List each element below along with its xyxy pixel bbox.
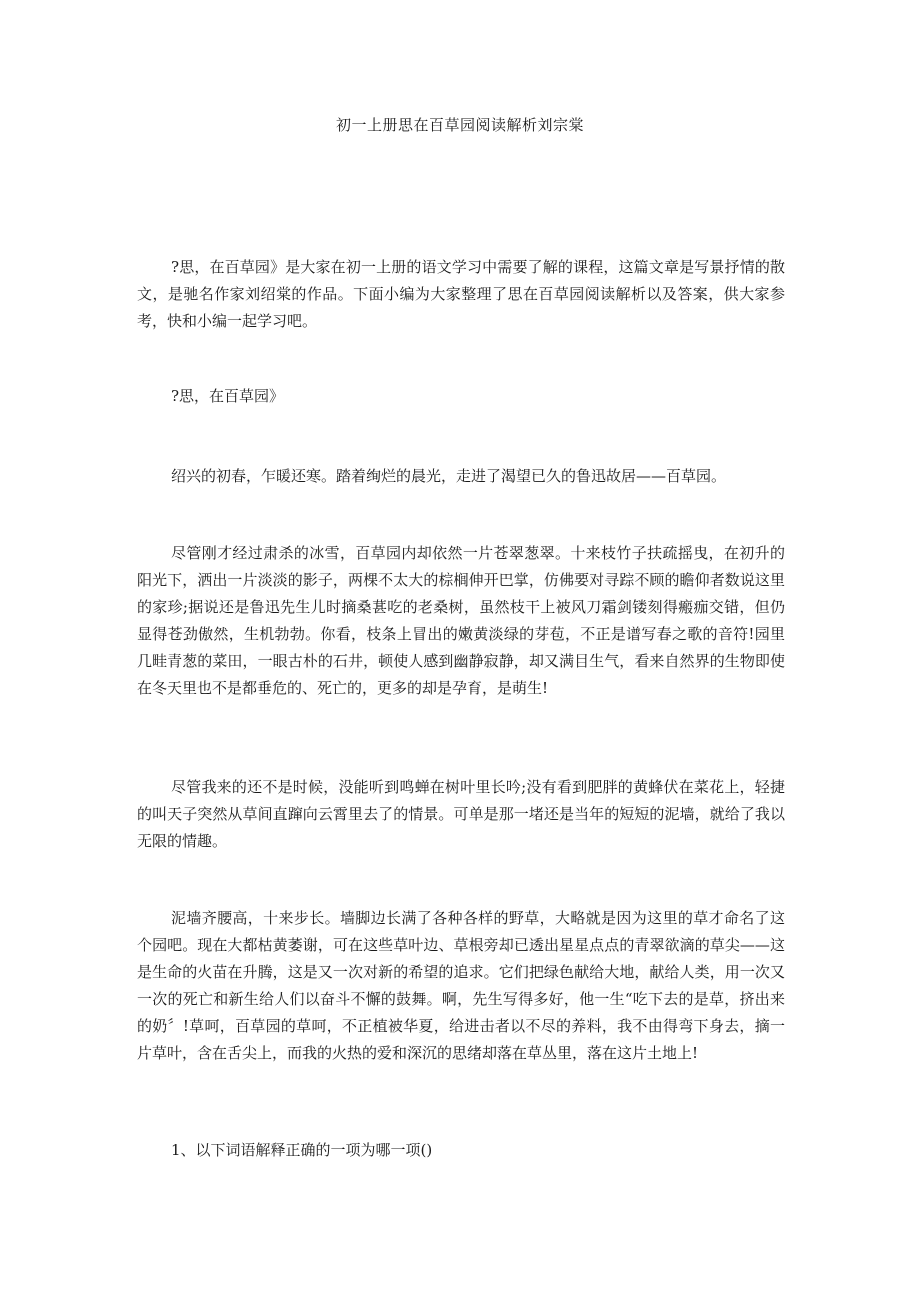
paragraph-garden-description: 尽管刚才经过肃杀的冰雪，百草园内却依然一片苍翠葱翠。十来枝竹子扶疏摇曳，在初升的阳光下，洒出一片淡淡的影子，两棵不太大的棕榈伸开巴掌，仿佛要对寻踪不顾的瞻仰者数说这里的家珍;据说还是鲁迅先生儿时摘桑葚吃的老桑树，虽然枝干上被风刀霜剑镂刻得瘢痂交错，但仍显得苍劲傲然，生机勃勃。你看，枝条上冒出的嫩黄淡绿的芽苞，不正是谱写春之歌的音符!园里几畦青葱的菜田，一眼古朴的石井，顿使人感到幽静寂静，却又满目生气，看来自然界的生物即使在冬天里也不是都垂危的、死亡的，更多的却是孕育，是萌生! — [137, 544, 785, 697]
paragraph-intro: ?思，在百草园》是大家在初一上册的语文学习中需要了解的课程，这篇文章是写景抒情的散文，是驰名作家刘绍棠的作品。下面小编为大家整理了思在百草园阅读解析以及答案，供大家参考，快和小编一起学习吧。 — [137, 258, 785, 330]
paragraph-mud-wall-intro: 尽管我来的还不是时候，没能听到鸣蝉在树叶里长吟;没有看到肥胖的黄蜂伏在菜花上，轻捷的叫天子突然从草间直蹿向云霄里去了的情景。可单是那一堵还是当年的短短的泥墙，就给了我以无限的情趣。 — [137, 778, 785, 850]
paragraph-grass-reflection: 泥墙齐腰高，十来步长。墙脚边长满了各种各样的野草，大略就是因为这里的草才命名了这个园吧。现在大都枯黄萎谢，可在这些草叶边、草根旁却已透出星星点点的青翠欲滴的草尖——这是生命的火苗在升腾，这是又一次对新的希望的追求。它们把绿色献给大地，献给人类，用一次又一次的死亡和新生给人们以奋斗不懈的鼓舞。啊，先生写得多好，他一生“吃下去的是草，挤出来的奶〞!草呵，百草园的草呵，不正植被华夏，给进击者以不尽的养料，我不由得弯下身去，摘一片草叶，含在舌尖上，而我的火热的爱和深沉的思绪却落在草丛里，落在这片土地上! — [137, 909, 785, 1062]
document-title: 初一上册思在百草园阅读解析刘宗棠 — [335, 116, 584, 134]
paragraph-question-1: 1、以下词语解释正确的一项为哪一项() — [171, 1141, 433, 1159]
paragraph-opening: 绍兴的初春，乍暖还寒。踏着绚烂的晨光，走进了渴望已久的鲁迅故居——百草园。 — [171, 467, 727, 485]
paragraph-essay-title: ?思，在百草园》 — [171, 387, 285, 405]
